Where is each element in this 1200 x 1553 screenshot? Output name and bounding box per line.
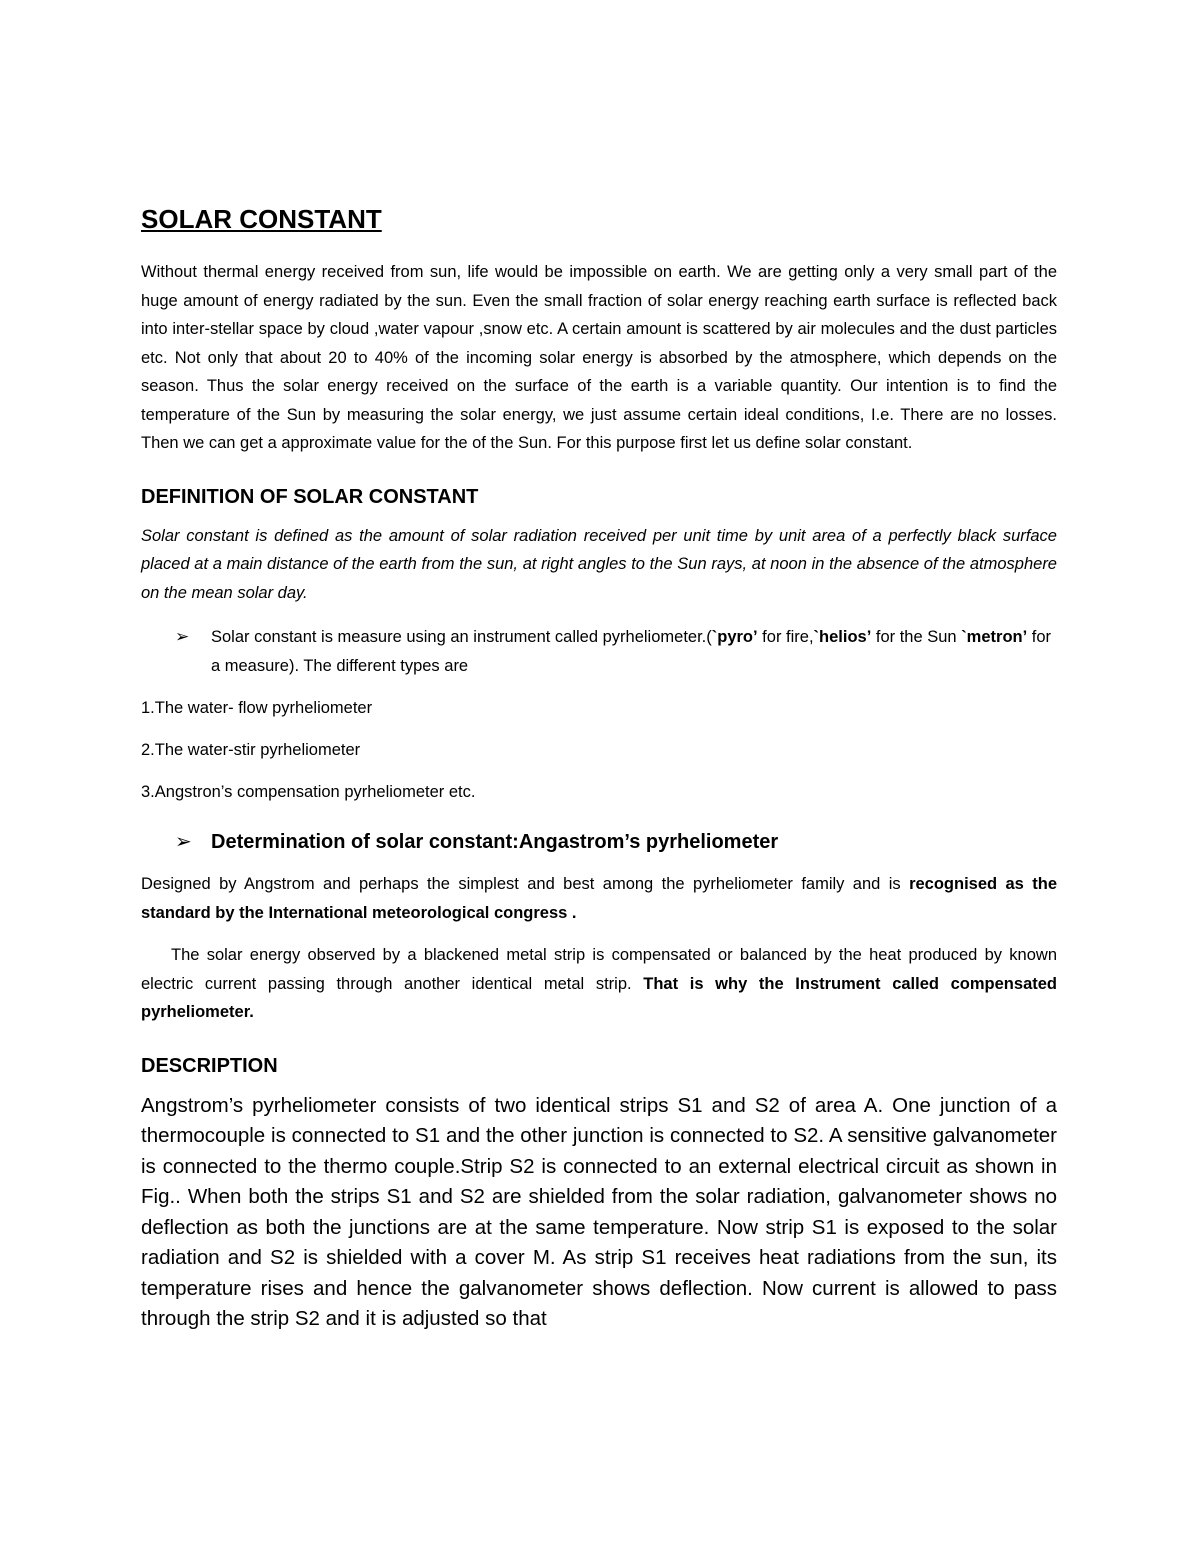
list-item: 1.The water- flow pyrheliometer — [141, 699, 373, 717]
term-metron: `metron’ — [961, 628, 1028, 646]
definition-heading: DEFINITION OF SOLAR CONSTANT — [141, 485, 479, 508]
intro-paragraph: Without thermal energy received from sun, life would be impossible on earth. We are getting only a very small part of the huge amount of energy radiated by the sun. Even the small fraction of solar energy reaching earth surface is reflected back into inter-stellar space by cloud ,water vapour ,snow etc. A certain amount is scattered by air molecules and the dust particles etc. Not only that about 20 to 40% of the incoming solar energy is absorbed by the atmosphere, which depends on the season. Thus the solar energy received on the surface of the earth is a variable quantity. Our intention is to find the temperature of the Sun by measuring the solar energy, we just assume certain ideal conditions, I.e. There are no losses. Then we can get a approximate value for the of the Sun. For this purpose first let us define solar constant. — [141, 263, 1057, 452]
measure-part4: for a measure). The different types are — [211, 628, 1052, 675]
document-content — [141, 200, 1057, 1335]
arrow-bullet-icon: ➢ — [175, 831, 192, 853]
measure-part2: for fire, — [757, 628, 814, 646]
description-paragraph: Angstrom’s pyrheliometer consists of two identical strips S1 and S2 of area A. One junction of a thermocouple is connected to S1 and the other junction is connected to S2. A sensitive galvanometer is connected to the thermo couple.Strip S2 is connected to an external electrical circuit as shown in Fig.. When both the strips S1 and S2 are shielded from the solar radiation, galvanometer shows no deflection as both the junctions are at the same temperature. Now strip S1 is exposed to the solar radiation and S2 is shielded with a cover M. As strip S1 receives heat radiations from the sun, its temperature rises and hence the galvanometer shows deflection. Now current is allowed to pass through the strip S2 and it is adjusted so that — [141, 1093, 1057, 1330]
designed-paragraph — [141, 870, 1057, 927]
term-helios: `helios’ — [813, 628, 872, 646]
list-item: 2.The water-stir pyrheliometer — [141, 741, 361, 759]
designed-text: Designed by Angstrom and perhaps the simplest and best among the pyrheliometer family and is — [141, 875, 910, 893]
compensated-text: The solar energy observed by a blackened metal strip is compensated or balanced by the heat produced by known electric current passing through another identical metal strip. — [141, 946, 1057, 993]
measure-text — [211, 623, 1057, 680]
determination-heading: Determination of solar constant:Angastrom’s pyrheliometer — [211, 831, 779, 853]
measure-part1: Solar constant is measure using an instrument called pyrheliometer.( — [211, 628, 712, 646]
page-title: SOLAR CONSTANT — [141, 204, 382, 234]
arrow-bullet-icon: ➢ — [175, 627, 190, 646]
definition-paragraph: Solar constant is defined as the amount of solar radiation received per unit time by unit area of a perfectly black surface placed at a main distance of the earth from the sun, at right angles to the Sun rays, at noon in the absence of the atmosphere on the mean solar day. — [141, 526, 1057, 602]
term-pyro: `pyro’ — [711, 628, 758, 646]
determination-heading-row — [141, 826, 1057, 858]
designed-bold-text: recognised as the standard by the International meteorological congress . — [141, 875, 1057, 922]
compensated-bold-text: That is why the Instrument called compensated pyrheliometer. — [141, 974, 1057, 1021]
measure-part3: for the Sun — [871, 628, 962, 646]
measure-bullet — [141, 623, 1057, 680]
list-item: 3.Angstron’s compensation pyrheliometer etc. — [141, 783, 476, 801]
description-heading: DESCRIPTION — [141, 1054, 278, 1077]
compensated-paragraph — [141, 941, 1057, 1027]
